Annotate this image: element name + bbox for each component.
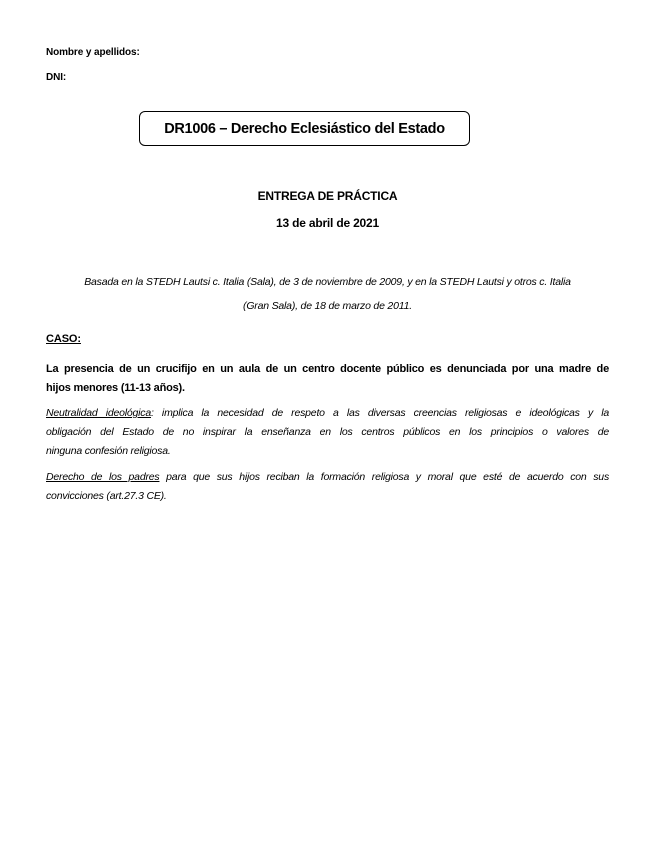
name-label: Nombre y apellidos: bbox=[46, 47, 140, 58]
neutrality-line-2: obligación del Estado de no inspirar la enseñanza en los centros públicos en los principios o valores de bbox=[46, 426, 609, 438]
reference-line-2: (Gran Sala), de 18 de marzo de 2011. bbox=[243, 300, 412, 312]
case-statement-line-2: hijos menores (11-13 años). bbox=[46, 382, 185, 394]
neutrality-line-1 bbox=[46, 407, 609, 419]
dni-label: DNI: bbox=[46, 72, 67, 83]
parents-right-term: Derecho de los padres bbox=[46, 471, 160, 483]
neutrality-line-3: ninguna confesión religiosa. bbox=[46, 445, 171, 457]
parents-right-line-1 bbox=[46, 471, 609, 483]
parents-right-line-1-text: para que sus hijos reciban la formación religiosa y moral que esté de acuerdo con sus bbox=[159, 471, 609, 483]
parents-right-line-2: convicciones (art.27.3 CE). bbox=[46, 490, 167, 502]
course-title: DR1006 – Derecho Eclesiástico del Estado bbox=[164, 120, 445, 137]
neutrality-line-1-text: : implica la necesidad de respeto a las diversas creencias religiosas e ideológicas y la bbox=[151, 407, 609, 419]
case-heading: CASO: bbox=[46, 333, 81, 345]
submission-heading: ENTREGA DE PRÁCTICA bbox=[257, 189, 398, 203]
neutrality-term: Neutralidad ideológica bbox=[46, 407, 151, 419]
submission-date: 13 de abril de 2021 bbox=[276, 216, 379, 230]
reference-line-1: Basada en la STEDH Lautsi c. Italia (Sala), de 3 de noviembre de 2009, y en la STEDH Lautsi y otros c. Italia bbox=[84, 276, 571, 288]
case-statement-line-1: La presencia de un crucifijo en un aula de un centro docente público es denunciada por una madre de bbox=[46, 363, 609, 375]
course-title-box bbox=[139, 111, 470, 146]
